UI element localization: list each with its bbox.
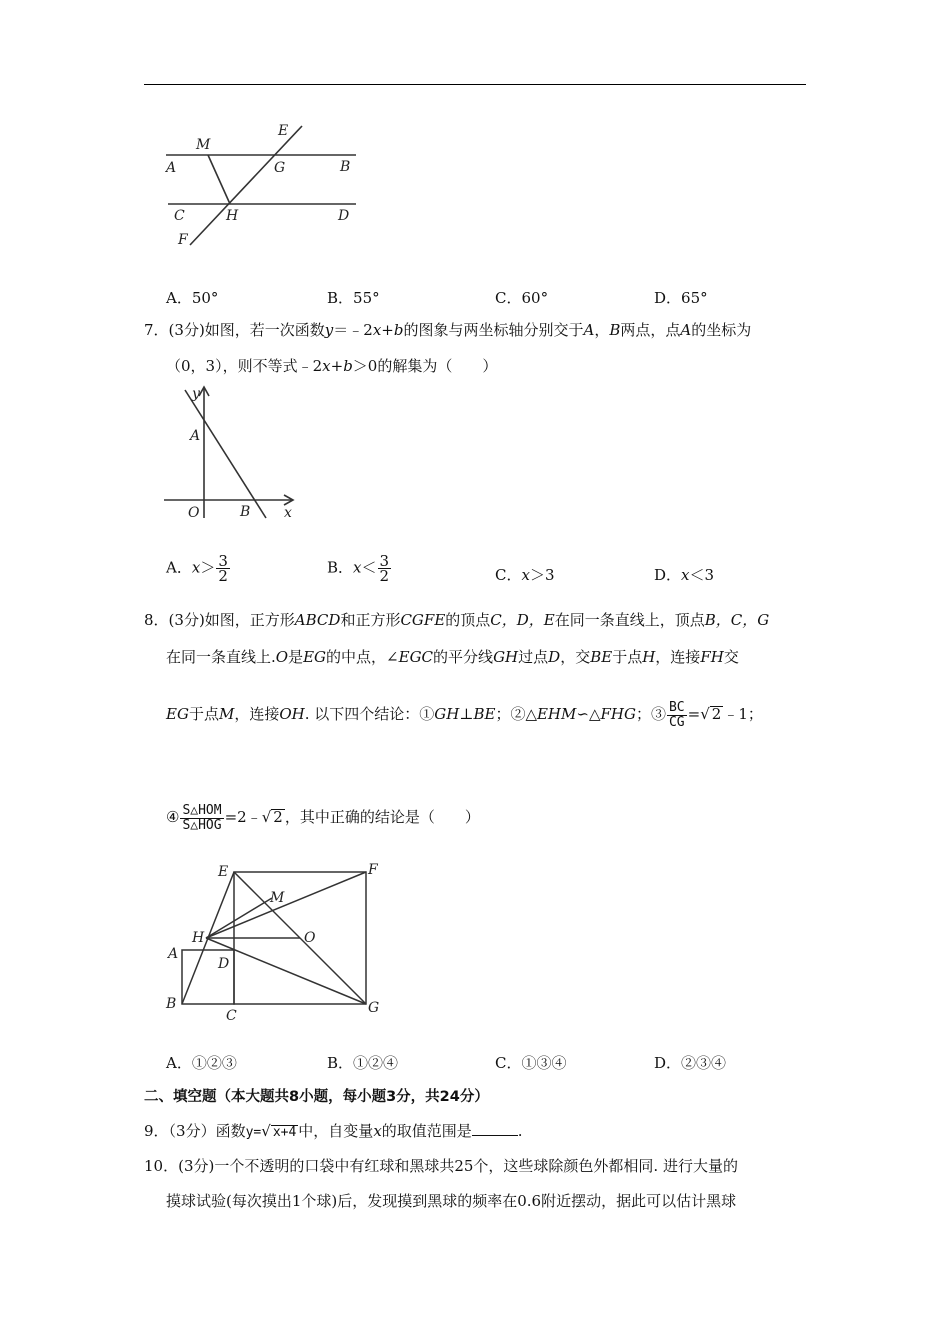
q8-option-c[interactable]: C．①③④ [495,1054,567,1072]
q7-stem-line1: 7．(3分)如图，若一次函数y＝﹣2x+b的图象与两坐标轴分别交于A，B两点，点A的坐标为 [144,321,752,339]
section-heading: 二、填空题（本大题共8小题，每小题3分，共24分） [144,1089,489,1105]
q6-figure [160,118,370,253]
label-e: E [278,123,289,139]
segment-gh [206,938,366,1004]
q7-option-b[interactable]: B．x＜ $\frac{3}{2}$ [327,552,390,585]
q6-option-d[interactable]: D．65° [654,289,708,307]
q10-stem-line2: 摸球试验(每次摸出1个球)后，发现摸到黑球的频率在0.6附近摆动，据此可以估计黑球 [166,1192,737,1210]
q8-option-a[interactable]: A．①②③ [166,1054,237,1072]
q9-stem: 9．（3分）函数y=√ x+4 中，自变量x的取值范围是 . [144,1122,523,1140]
q8-figure [160,858,390,1028]
label-x: x [284,505,292,521]
line-mh [208,155,230,204]
label-f: F [178,232,188,248]
label-m: M [270,890,285,906]
label-h: H [226,208,239,224]
q8-option-b[interactable]: B．①②④ [327,1054,399,1072]
q7-figure [160,382,300,522]
label-m: M [196,137,211,153]
q7-stem-line2: （0，3），则不等式﹣2x+b＞0的解集为（ ） [166,357,498,375]
q8-stem-line2: 在同一条直线上.O是EG的中点，∠EGC的平分线GH过点D，交BE于点H，连接FH交 [166,648,739,666]
label-b: B [340,159,351,175]
label-c: C [226,1008,237,1024]
label-g: G [368,1000,380,1016]
graph-line [185,390,266,518]
label-y: y [192,386,200,402]
q10-stem-line1: 10．(3分)一个不透明的口袋中有红球和黑球共25个，这些球除颜色外都相同. 进行大量的 [144,1157,738,1175]
label-d: D [338,208,350,224]
label-a: A [166,160,177,176]
answer-blank[interactable] [472,1121,518,1136]
q6-option-c[interactable]: C．60° [495,289,549,307]
q6-option-b[interactable]: B．55° [327,289,380,307]
label-e: E [218,864,229,880]
q8-stem-line4: ④ $\frac{\text{S△HOM}}{\text{S△HOG}}$ =2﹣√ 2 ，其中正确的结论是（ ） [166,802,480,833]
label-o: O [304,930,316,946]
label-h: H [192,930,205,946]
label-f: F [368,862,378,878]
label-g: G [274,160,286,176]
q6-option-a[interactable]: A．50° [166,289,219,307]
label-b: B [240,504,251,520]
label-d: D [218,956,230,972]
q8-option-d[interactable]: D．②③④ [654,1054,727,1072]
q7-option-a[interactable]: A．x＞ $\frac{3}{2}$ [166,552,228,585]
q7-option-d[interactable]: D．x＜3 [654,566,715,584]
q8-stem-line1: 8．(3分)如图，正方形ABCD和正方形CGFE的顶点C，D，E在同一条直线上，顶点B，C，G [144,611,770,629]
label-o: O [188,505,200,521]
q7-option-c[interactable]: C．x＞3 [495,566,555,584]
label-c: C [174,208,185,224]
label-a: A [168,946,179,962]
label-b: B [166,996,177,1012]
label-a: A [190,428,201,444]
header-rule [144,84,806,85]
q8-stem-line3: EG于点M，连接OH. 以下四个结论：①GH⊥BE；②△EHM∽△FHG；③ $\frac{BC}{CG}$ =√ 2 ﹣1； [166,699,763,730]
